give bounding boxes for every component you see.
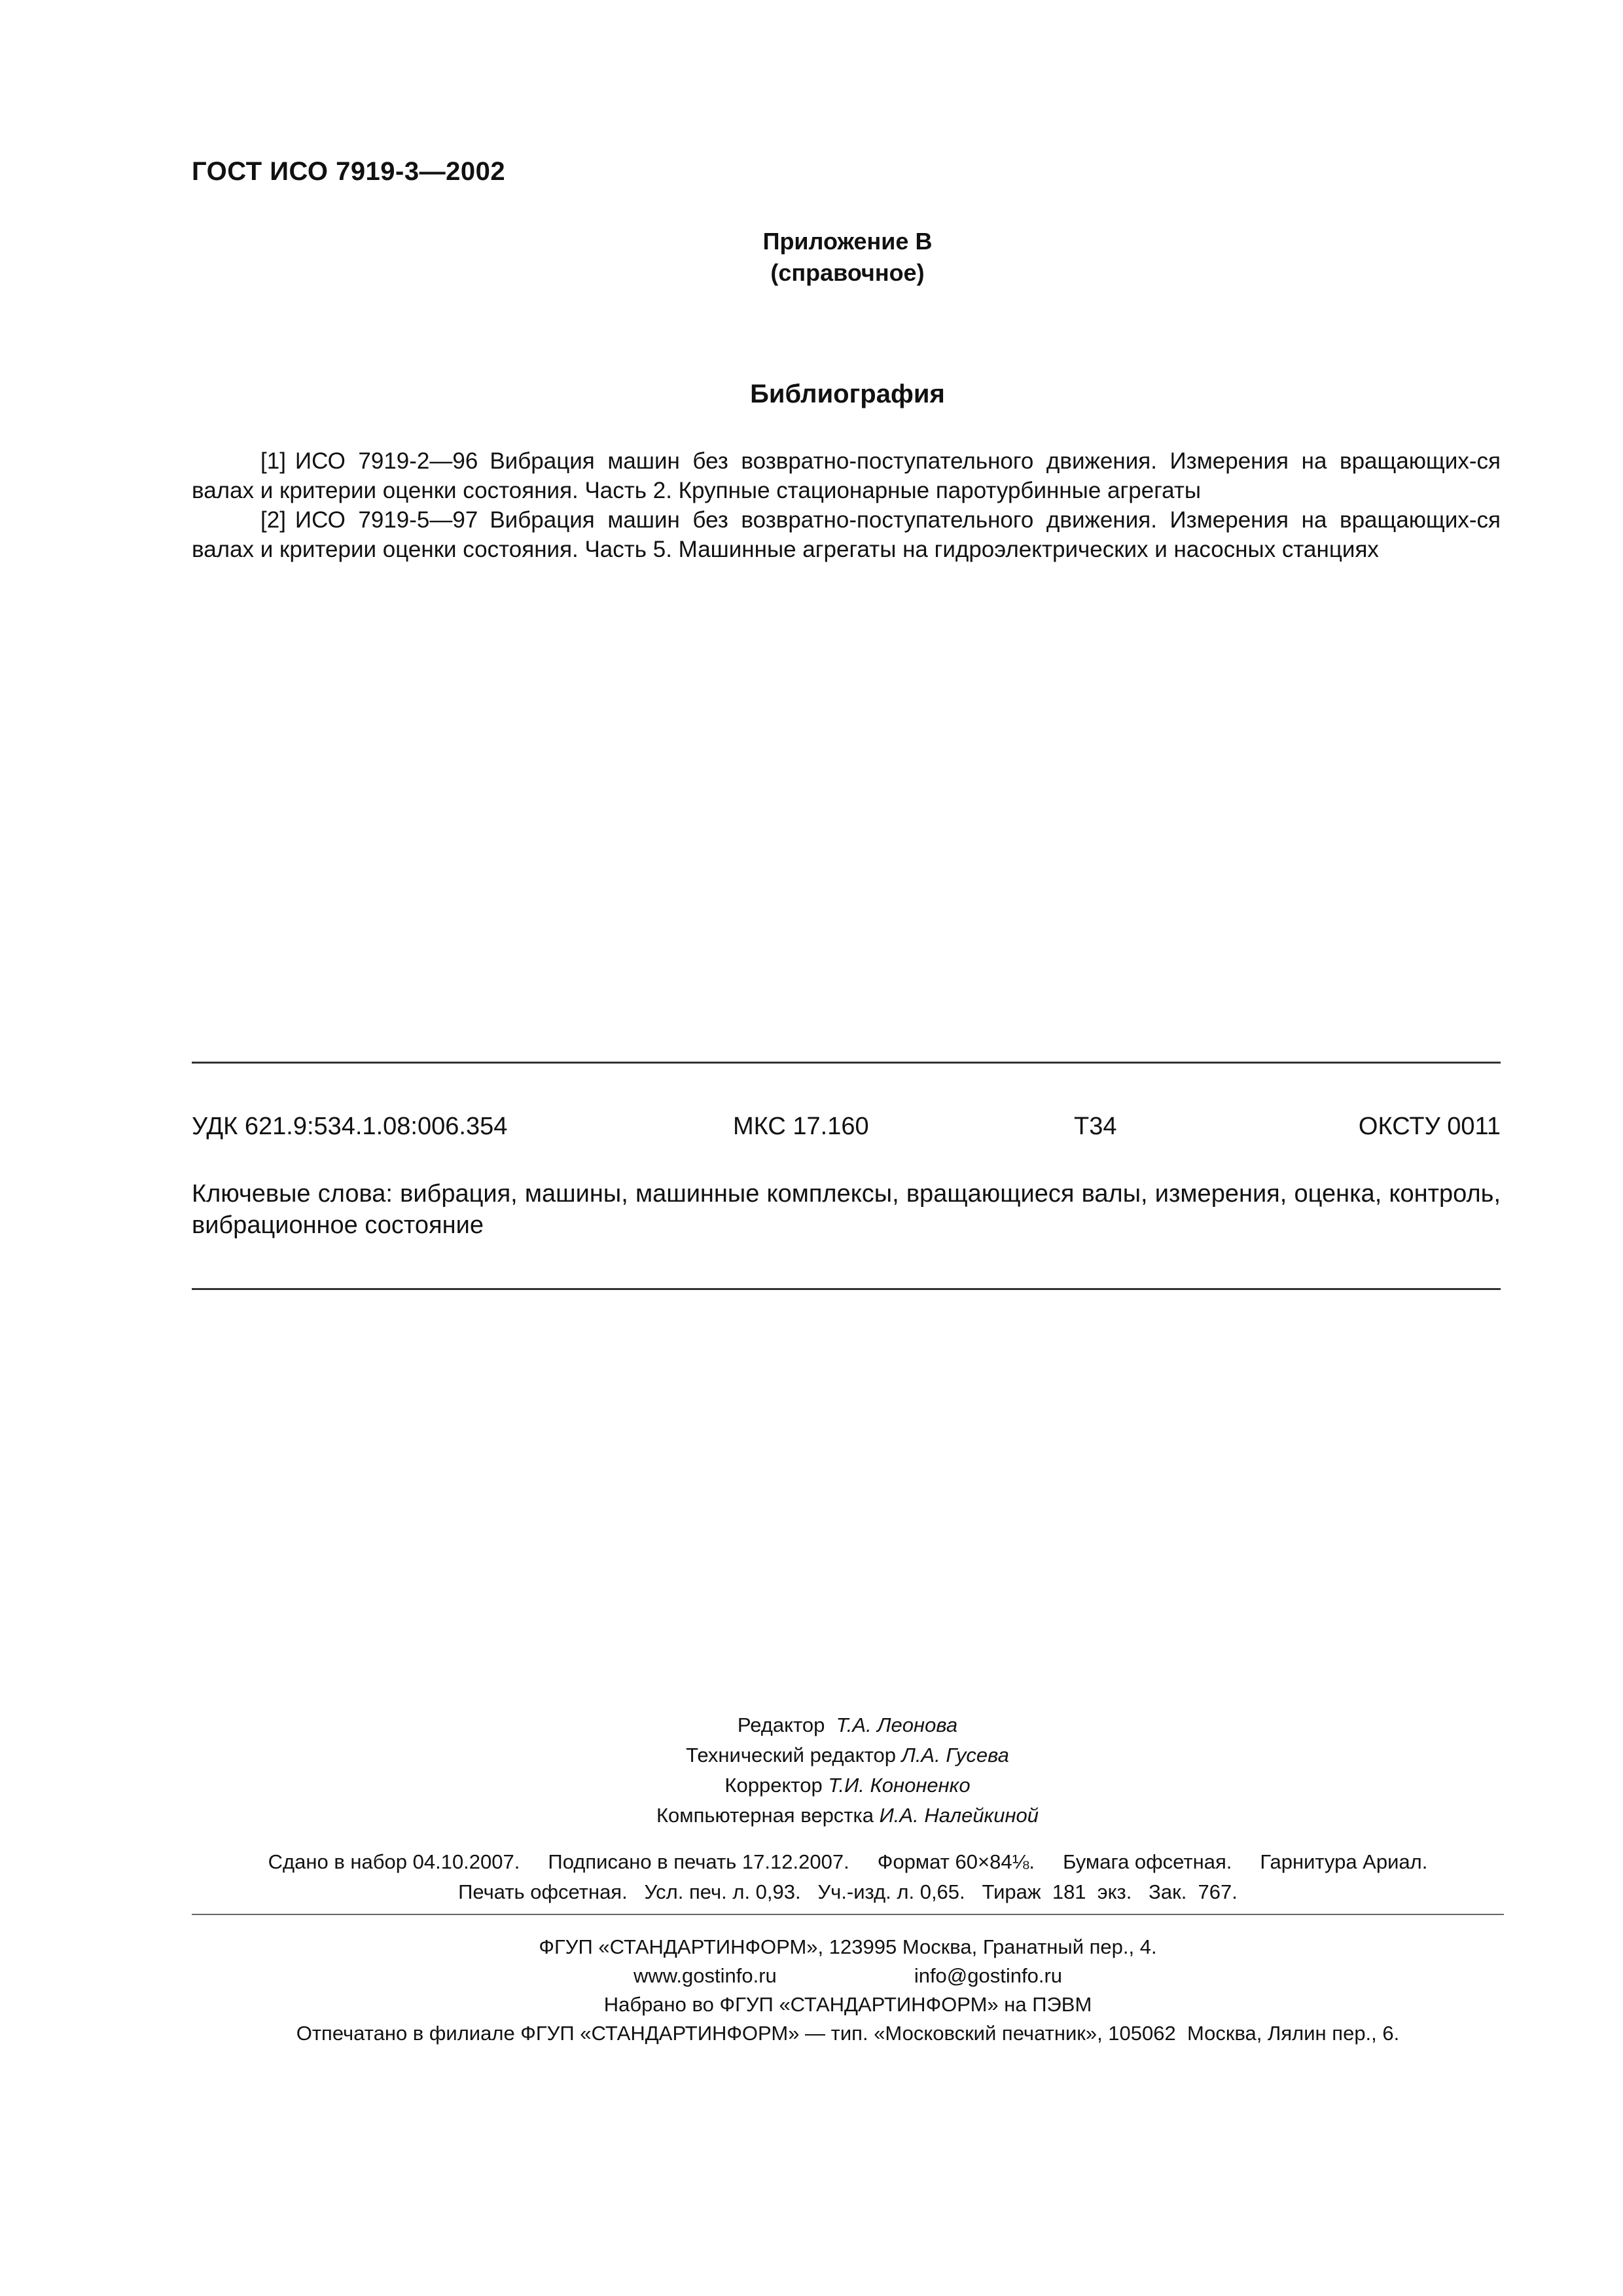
credit-label: Компьютерная верстка — [656, 1804, 874, 1827]
credit-layout — [0, 1801, 1623, 1831]
bibliography-item — [192, 505, 1501, 564]
publisher-website: www.gostinfo.ru — [633, 1964, 777, 1987]
bibliography-code: ИСО 7919-2—96 — [294, 448, 478, 474]
appendix-heading — [0, 226, 1623, 289]
publisher-block — [192, 1933, 1504, 2048]
okstu-code: ОКСТУ 0011 — [1358, 1113, 1501, 1140]
credit-tech-editor — [0, 1740, 1623, 1770]
publisher-contacts — [192, 1962, 1504, 1990]
appendix-type: (справочное) — [770, 259, 925, 286]
credit-name: Т.А. Леонова — [836, 1713, 958, 1736]
bibliography-text: Вибрация машин без возвратно-поступательного движения. Измерения на вращающих-ся валах и критерии оценки состояния. Часть 2. Крупные стационарные паротурбинные агрегаты — [192, 448, 1501, 503]
credit-name: Л.А. Гусева — [901, 1744, 1009, 1767]
print-info — [192, 1847, 1504, 1907]
udk-code: УДК 621.9:534.1.08:006.354 — [192, 1113, 508, 1140]
bibliography-ref: [2] — [260, 507, 286, 533]
divider-top — [192, 1062, 1501, 1064]
credit-label: Корректор — [724, 1774, 823, 1797]
group-code: Т34 — [1074, 1113, 1117, 1140]
bibliography-title: Библиография — [750, 380, 945, 408]
credit-proofreader — [0, 1770, 1623, 1801]
divider-bottom — [192, 1914, 1504, 1915]
credit-name: И.А. Налейкиной — [879, 1804, 1039, 1827]
credit-editor — [0, 1710, 1623, 1740]
mks-code: МКС 17.160 — [733, 1113, 869, 1140]
print-info-line: Сдано в набор 04.10.2007. Подписано в печать 17.12.2007. Формат 60×84⅛. Бумага офсетная. Гарнитура Ариал. — [268, 1850, 1428, 1873]
credit-label: Редактор — [737, 1713, 825, 1736]
bibliography-ref: [1] — [260, 448, 286, 474]
publisher-email: info@gostinfo.ru — [914, 1964, 1063, 1987]
publisher-typeset: Набрано во ФГУП «СТАНДАРТИНФОРМ» на ПЭВМ — [603, 1993, 1092, 2016]
keywords: Ключевые слова: вибрация, машины, машинные комплексы, вращающиеся валы, измерения, оценка, контроль, вибрационное состояние — [192, 1180, 1501, 1239]
publisher-address: ФГУП «СТАНДАРТИНФОРМ», 123995 Москва, Гранатный пер., 4. — [539, 1935, 1157, 1958]
credits-block — [0, 1710, 1623, 1831]
print-info-line: Печать офсетная. Усл. печ. л. 0,93. Уч.-изд. л. 0,65. Тираж 181 экз. Зак. 767. — [458, 1880, 1238, 1903]
bibliography-code: ИСО 7919-5—97 — [294, 507, 478, 533]
bibliography-list — [192, 446, 1501, 564]
bibliography-text: Вибрация машин без возвратно-поступательного движения. Измерения на вращающих-ся валах и критерии оценки состояния. Часть 5. Машинные агрегаты на гидроэлектрических и насосных станциях — [192, 507, 1501, 562]
credit-name: Т.И. Кононенко — [828, 1774, 971, 1797]
bibliography-item — [192, 446, 1501, 505]
credit-label: Технический редактор — [686, 1744, 896, 1767]
appendix-title: Приложение В — [762, 228, 933, 255]
divider-middle — [192, 1288, 1501, 1290]
standard-code: ГОСТ ИСО 7919-3—2002 — [192, 157, 506, 186]
publisher-printer: Отпечатано в филиале ФГУП «СТАНДАРТИНФОРМ» — тип. «Московский печатник», 105062 Москва, Лялин пер., 6. — [296, 2022, 1400, 2045]
